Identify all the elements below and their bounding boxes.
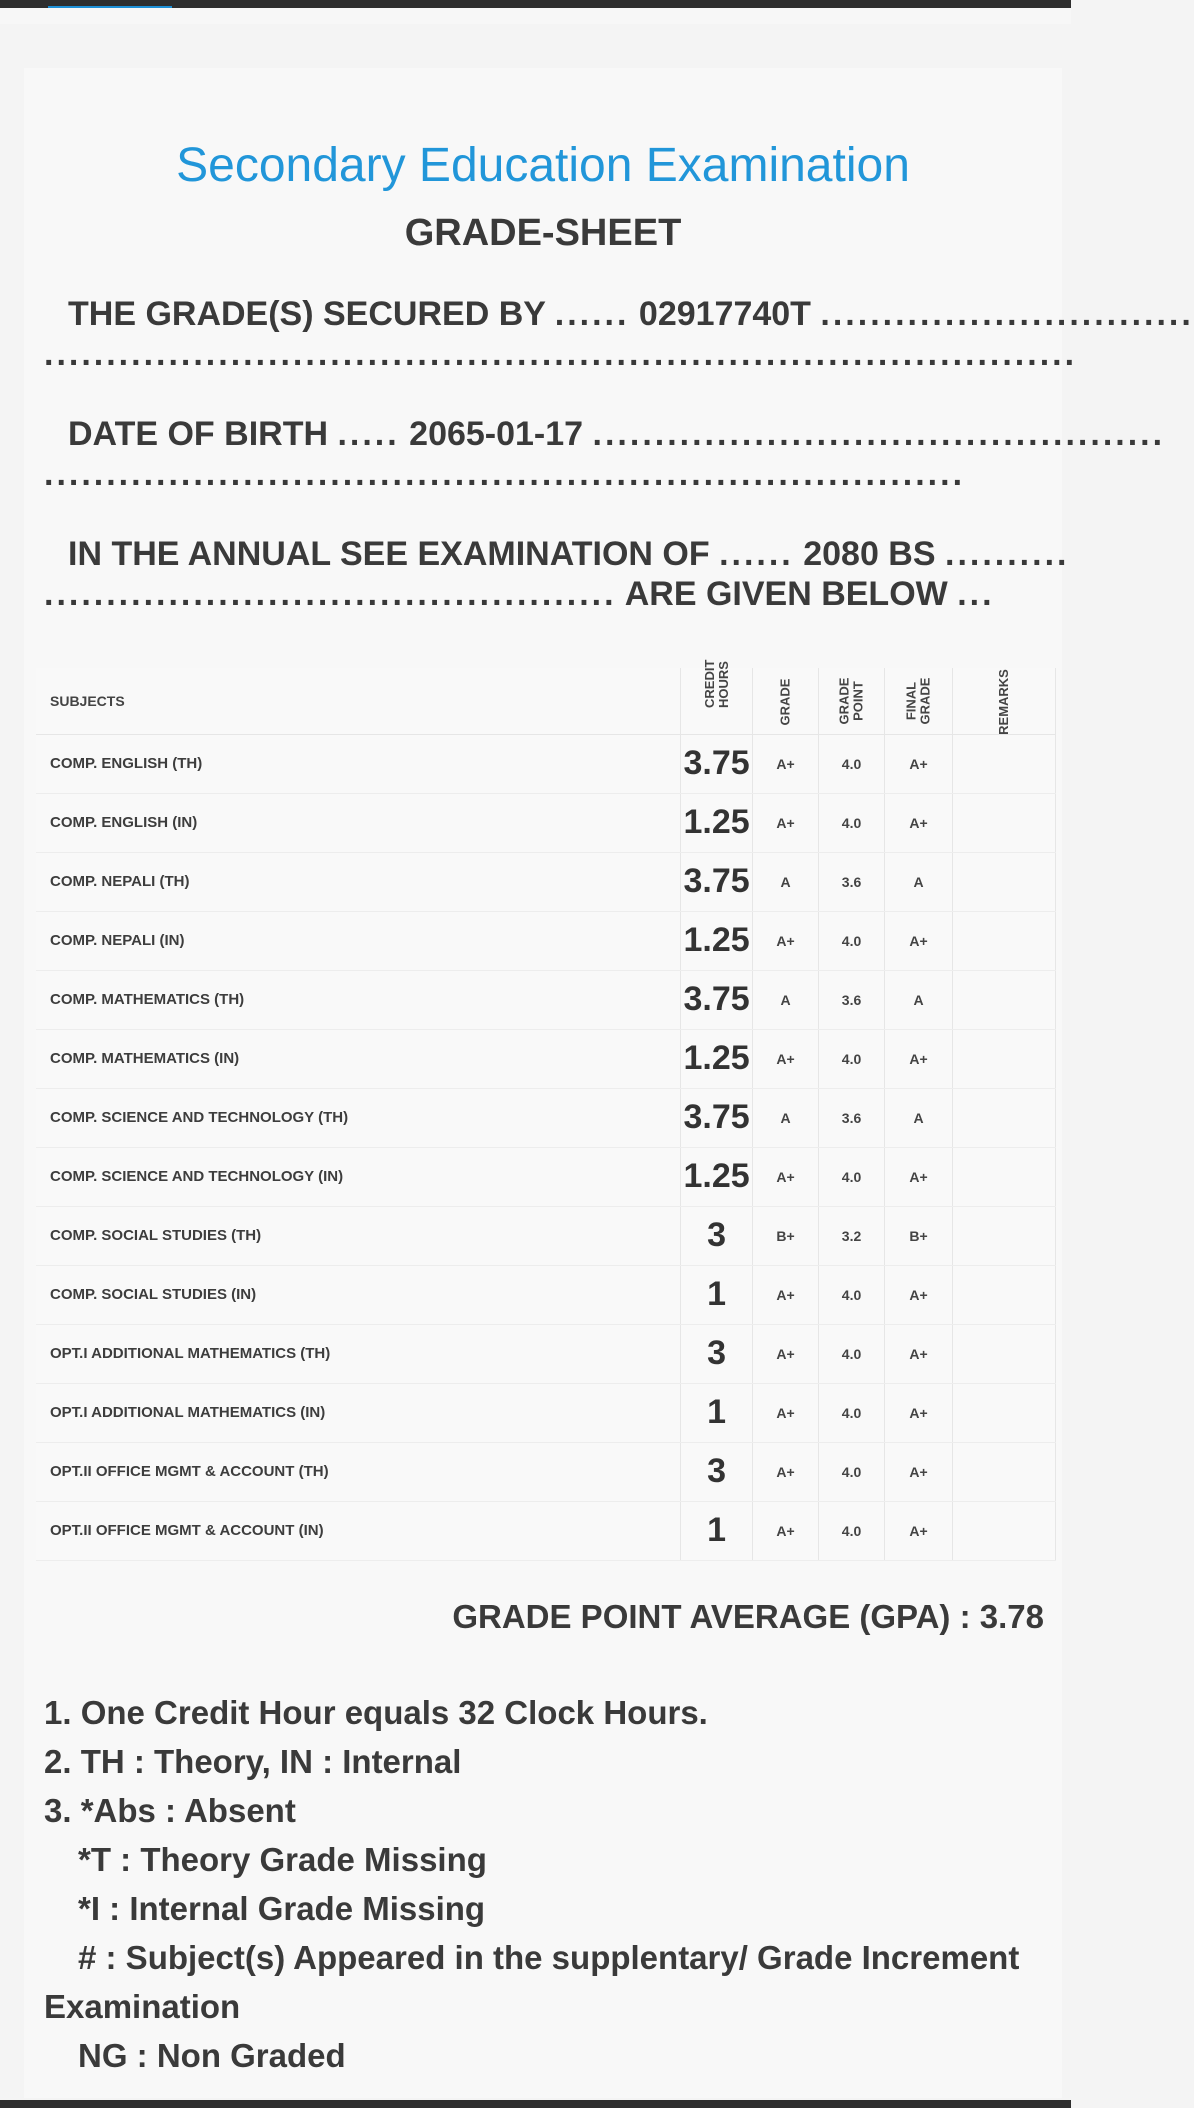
final-grade-cell: A+ [885, 793, 953, 852]
credit-hours-cell: 3 [681, 1206, 753, 1265]
gpa-line [452, 1598, 1044, 1636]
header-subjects: SUBJECTS [36, 668, 681, 734]
grade-point-cell: 4.0 [819, 911, 885, 970]
final-grade-cell: A+ [885, 1442, 953, 1501]
note-3a: *T : Theory Grade Missing [78, 1841, 487, 1878]
credit-hours-cell: 3.75 [681, 1088, 753, 1147]
final-grade-cell: A [885, 1088, 953, 1147]
dob-value: 2065-01-17 [409, 415, 584, 453]
header-remarks: REMARKS [953, 668, 1056, 734]
credit-hours-cell: 3.75 [681, 970, 753, 1029]
note-1: 1. One Credit Hour equals 32 Clock Hours. [44, 1694, 708, 1731]
dots: ................................................................................... [44, 335, 1078, 373]
credit-hours-cell: 1 [681, 1265, 753, 1324]
grade-cell: A+ [753, 734, 819, 793]
grade-sheet-card [24, 68, 1194, 2098]
final-grade-cell: A [885, 970, 953, 1029]
remarks-cell [953, 1501, 1056, 1560]
grade-cell: A+ [753, 1383, 819, 1442]
grade-point-cell: 4.0 [819, 1501, 885, 1560]
dots: ...... [719, 535, 794, 573]
grade-cell: A+ [753, 911, 819, 970]
subject-cell: OPT.I ADDITIONAL MATHEMATICS (IN) [36, 1383, 681, 1442]
credit-hours-cell: 1.25 [681, 1029, 753, 1088]
subject-cell: COMP. SOCIAL STUDIES (TH) [36, 1206, 681, 1265]
remarks-cell [953, 1265, 1056, 1324]
top-strip [0, 8, 1071, 24]
final-grade-cell: B+ [885, 1206, 953, 1265]
remarks-cell [953, 734, 1056, 793]
subject-cell: COMP. NEPALI (IN) [36, 911, 681, 970]
grade-cell: A+ [753, 1442, 819, 1501]
grade-cell: A+ [753, 1265, 819, 1324]
subject-cell: COMP. MATHEMATICS (IN) [36, 1029, 681, 1088]
subject-cell: OPT.II OFFICE MGMT & ACCOUNT (IN) [36, 1501, 681, 1560]
table-row [36, 1501, 1056, 1560]
subject-cell: OPT.II OFFICE MGMT & ACCOUNT (TH) [36, 1442, 681, 1501]
note-3b: *I : Internal Grade Missing [78, 1890, 486, 1927]
table-header-row [36, 668, 1056, 734]
final-grade-cell: A+ [885, 1147, 953, 1206]
table-row [36, 793, 1056, 852]
exam-label: IN THE ANNUAL SEE EXAMINATION OF [68, 535, 710, 573]
grades-table [36, 659, 1056, 1561]
table-row [36, 1147, 1056, 1206]
remarks-cell [953, 1088, 1056, 1147]
dots: ...... [554, 295, 630, 333]
credit-hours-cell: 1 [681, 1501, 753, 1560]
table-row [36, 970, 1056, 1029]
gpa-value: 3.78 [979, 1598, 1044, 1635]
subject-cell: COMP. ENGLISH (TH) [36, 734, 681, 793]
subject-cell: COMP. NEPALI (TH) [36, 852, 681, 911]
note-3d: NG : Non Graded [78, 2037, 346, 2074]
grade-point-cell: 3.6 [819, 852, 885, 911]
table-row [36, 1442, 1056, 1501]
dots: ... [957, 575, 995, 613]
final-grade-cell: A+ [885, 1501, 953, 1560]
grade-rows [36, 734, 1056, 1560]
grade-point-cell: 4.0 [819, 1442, 885, 1501]
exam-title: Secondary Education Examination [176, 139, 910, 192]
table-row [36, 1029, 1056, 1088]
remarks-cell [953, 1442, 1056, 1501]
credit-hours-cell: 1 [681, 1383, 753, 1442]
subject-cell: OPT.I ADDITIONAL MATHEMATICS (TH) [36, 1324, 681, 1383]
table-row [36, 1265, 1056, 1324]
subject-cell: COMP. MATHEMATICS (TH) [36, 970, 681, 1029]
credit-hours-cell: 1.25 [681, 793, 753, 852]
secured-by-label: THE GRADE(S) SECURED BY [68, 295, 546, 333]
symbol-number: 02917740T [638, 295, 811, 333]
final-grade-cell: A+ [885, 1324, 953, 1383]
header-grade: GRADE [753, 668, 819, 734]
grade-cell: A [753, 1088, 819, 1147]
remarks-cell [953, 1206, 1056, 1265]
final-grade-cell: A+ [885, 1265, 953, 1324]
final-grade-cell: A+ [885, 734, 953, 793]
secured-by-block [44, 294, 1194, 374]
note-3c: # : Subject(s) Appeared in the supplentary/ Grade Increment [78, 1939, 1020, 1976]
grade-cell: A [753, 852, 819, 911]
remarks-cell [953, 970, 1056, 1029]
grade-cell: B+ [753, 1206, 819, 1265]
bottom-bar [0, 2100, 1071, 2108]
dots: .......... [945, 535, 1070, 573]
gpa-label: GRADE POINT AVERAGE (GPA) : [452, 1598, 971, 1635]
subject-cell: COMP. SCIENCE AND TECHNOLOGY (TH) [36, 1088, 681, 1147]
grade-cell: A+ [753, 1147, 819, 1206]
grade-point-cell: 4.0 [819, 1147, 885, 1206]
exam-block [44, 534, 1070, 614]
dots: .............................. [820, 295, 1194, 333]
exam-year: 2080 BS [803, 535, 936, 573]
dob-label: DATE OF BIRTH [68, 415, 329, 453]
grade-cell: A+ [753, 1501, 819, 1560]
dots: .......................................................................... [44, 455, 966, 493]
table-row [36, 1324, 1056, 1383]
table-row [36, 1206, 1056, 1265]
sheet-title: GRADE-SHEET [404, 212, 682, 254]
header-grade-point: GRADE POINT [819, 668, 885, 734]
credit-hours-cell: 3.75 [681, 734, 753, 793]
final-grade-cell: A+ [885, 911, 953, 970]
grade-cell: A [753, 970, 819, 1029]
remarks-cell [953, 793, 1056, 852]
remarks-cell [953, 852, 1056, 911]
credit-hours-cell: 1.25 [681, 1147, 753, 1206]
header-credit-hours: CREDIT HOURS [681, 668, 753, 734]
note-3c-cont: Examination [44, 1988, 241, 2025]
remarks-cell [953, 911, 1056, 970]
header-final-grade: FINAL GRADE [885, 668, 953, 734]
table-row [36, 911, 1056, 970]
final-grade-cell: A+ [885, 1029, 953, 1088]
grade-point-cell: 3.6 [819, 1088, 885, 1147]
remarks-cell [953, 1383, 1056, 1442]
credit-hours-cell: 3.75 [681, 852, 753, 911]
table-row [36, 734, 1056, 793]
grade-point-cell: 3.2 [819, 1206, 885, 1265]
grade-point-cell: 4.0 [819, 1383, 885, 1442]
grade-cell: A+ [753, 793, 819, 852]
note-3: 3. *Abs : Absent [44, 1792, 296, 1829]
grade-cell: A+ [753, 1029, 819, 1088]
credit-hours-cell: 1.25 [681, 911, 753, 970]
note-2: 2. TH : Theory, IN : Internal [44, 1743, 462, 1780]
dob-block [44, 414, 1166, 494]
credit-hours-cell: 3 [681, 1324, 753, 1383]
dots: ..... [337, 415, 400, 453]
subject-cell: COMP. ENGLISH (IN) [36, 793, 681, 852]
grade-point-cell: 3.6 [819, 970, 885, 1029]
table-row [36, 852, 1056, 911]
remarks-cell [953, 1324, 1056, 1383]
grade-cell: A+ [753, 1324, 819, 1383]
subject-cell: COMP. SOCIAL STUDIES (IN) [36, 1265, 681, 1324]
dots: .............................................. [44, 575, 617, 613]
table-row [36, 1383, 1056, 1442]
grade-point-cell: 4.0 [819, 1029, 885, 1088]
remarks-cell [953, 1147, 1056, 1206]
grade-point-cell: 4.0 [819, 1265, 885, 1324]
grade-point-cell: 4.0 [819, 734, 885, 793]
final-grade-cell: A+ [885, 1383, 953, 1442]
subject-cell: COMP. SCIENCE AND TECHNOLOGY (IN) [36, 1147, 681, 1206]
remarks-cell [953, 1029, 1056, 1088]
given-below: ARE GIVEN BELOW [624, 575, 948, 613]
final-grade-cell: A [885, 852, 953, 911]
dots: .............................................. [592, 415, 1166, 453]
notes-section [44, 1688, 1054, 2080]
credit-hours-cell: 3 [681, 1442, 753, 1501]
grade-point-cell: 4.0 [819, 1324, 885, 1383]
table-row [36, 1088, 1056, 1147]
grade-point-cell: 4.0 [819, 793, 885, 852]
